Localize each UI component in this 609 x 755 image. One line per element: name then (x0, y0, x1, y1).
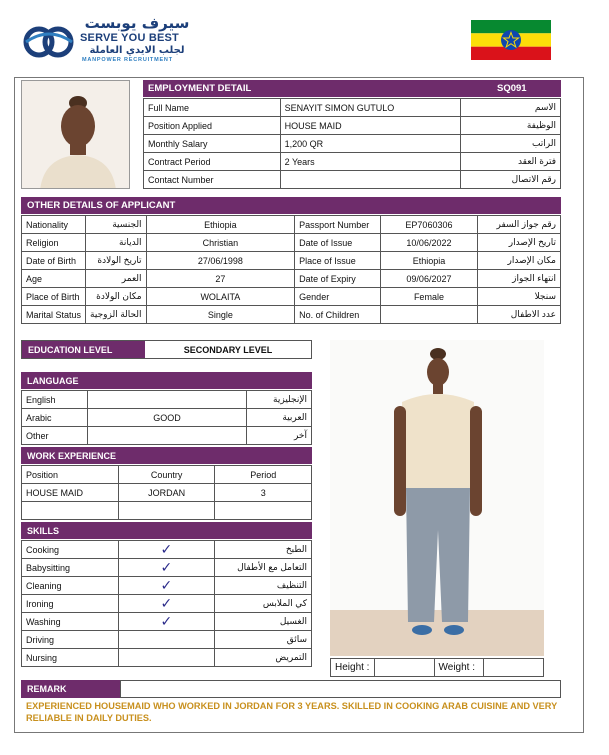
skills-table (21, 540, 312, 667)
field-label-arabic: الاسم (461, 99, 561, 117)
skill-name: Nursing (22, 649, 119, 667)
remark-header (21, 680, 120, 698)
detail-label: Age (22, 270, 86, 288)
skill-name-arabic: الطبخ (215, 541, 312, 559)
field-label: Position Applied (144, 117, 281, 135)
skill-name-arabic: الغسيل (215, 613, 312, 631)
employment-row (144, 117, 561, 135)
skill-row (22, 613, 312, 631)
field-label-arabic: رقم الاتصال (461, 171, 561, 189)
language-name: English (22, 391, 88, 409)
skill-check-icon: ✓ (118, 595, 214, 613)
detail-label: Religion (22, 234, 86, 252)
field-label: Full Name (144, 99, 281, 117)
field-label-arabic: الوظيفة (461, 117, 561, 135)
detail-label-arabic: سنجلا (478, 288, 561, 306)
detail-value: 27 (146, 270, 295, 288)
detail-row (22, 288, 561, 306)
detail-value: Ethiopia (146, 216, 295, 234)
work-column-header: Position (22, 466, 119, 484)
work-cell: JORDAN (118, 484, 215, 502)
skill-name-arabic: التنظيف (215, 577, 312, 595)
skill-check-icon (118, 649, 214, 667)
language-name-arabic: العربية (247, 409, 312, 427)
education-row (21, 340, 312, 359)
detail-label-arabic: تاريخ الإصدار (478, 234, 561, 252)
language-table (21, 390, 312, 445)
height-value[interactable] (374, 659, 434, 677)
field-value (280, 171, 461, 189)
applicant-portrait (21, 80, 130, 189)
skill-row (22, 649, 312, 667)
skill-name: Driving (22, 631, 119, 649)
other-details-title: OTHER DETAILS OF APPLICANT (27, 200, 176, 211)
skill-name: Cleaning (22, 577, 119, 595)
language-level (87, 427, 246, 445)
logo-tagline: MANPOWER RECRUITMENT (82, 57, 173, 63)
detail-label-arabic: عدد الاطفال (478, 306, 561, 324)
work-cell (215, 502, 312, 520)
detail-label: No. of Children (295, 306, 380, 324)
detail-row (22, 216, 561, 234)
detail-label: Gender (295, 288, 380, 306)
work-cell (118, 502, 215, 520)
detail-label-arabic: مكان الإصدار (478, 252, 561, 270)
language-name-arabic: آخر (247, 427, 312, 445)
weight-value[interactable] (484, 659, 544, 677)
detail-row (22, 252, 561, 270)
field-value: HOUSE MAID (280, 117, 461, 135)
work-cell: 3 (215, 484, 312, 502)
field-label-arabic: فترة العقد (461, 153, 561, 171)
applicant-full-photo (330, 340, 544, 656)
ethiopia-flag-icon (471, 20, 551, 60)
skill-check-icon: ✓ (118, 559, 214, 577)
language-name-arabic: الإنجليزية (247, 391, 312, 409)
detail-value: 09/06/2027 (380, 270, 478, 288)
logo-arabic: سيرف يوبست (84, 14, 190, 32)
detail-label-arabic: رقم جواز السفر (478, 216, 561, 234)
field-label: Contact Number (144, 171, 281, 189)
work-column-header: Country (118, 466, 215, 484)
field-value: SENAYIT SIMON GUTULO (280, 99, 461, 117)
work-experience-title: WORK EXPERIENCE (27, 451, 117, 461)
detail-value: WOLAITA (146, 288, 295, 306)
detail-label-arabic: الجنسية (86, 216, 147, 234)
height-label: Height : (331, 659, 375, 677)
logo-arabic-sub: لجلب الايدي العاملة (89, 45, 185, 56)
education-value: SECONDARY LEVEL (183, 345, 273, 355)
detail-value: 27/06/1998 (146, 252, 295, 270)
skill-row (22, 541, 312, 559)
detail-label-arabic: انتهاء الجواز (478, 270, 561, 288)
employment-table (143, 98, 561, 189)
skill-name: Washing (22, 613, 119, 631)
field-label-arabic: الراتب (461, 135, 561, 153)
employment-row (144, 171, 561, 189)
language-header (21, 372, 312, 389)
detail-label: Marital Status (22, 306, 86, 324)
detail-label-arabic: تاريخ الولادة (86, 252, 147, 270)
detail-label: Passport Number (295, 216, 380, 234)
skill-row (22, 559, 312, 577)
logo-emblem-icon (22, 20, 76, 64)
employment-row (144, 135, 561, 153)
detail-label-arabic: الحالة الزوجية (86, 306, 147, 324)
work-header-row (22, 466, 312, 484)
field-value: 1,200 QR (280, 135, 461, 153)
skill-row (22, 577, 312, 595)
detail-row (22, 270, 561, 288)
detail-label: Date of Expiry (295, 270, 380, 288)
employment-row (144, 153, 561, 171)
work-column-header: Period (215, 466, 312, 484)
language-row (22, 409, 312, 427)
work-row (22, 502, 312, 520)
language-level (87, 391, 246, 409)
detail-value: Single (146, 306, 295, 324)
work-row (22, 484, 312, 502)
detail-value (380, 306, 478, 324)
skill-name-arabic: كي الملابس (215, 595, 312, 613)
detail-label: Date of Birth (22, 252, 86, 270)
skill-row (22, 631, 312, 649)
skill-name-arabic: التعامل مع الأطفال (215, 559, 312, 577)
field-value: 2 Years (280, 153, 461, 171)
detail-label-arabic: الديانة (86, 234, 147, 252)
education-label: EDUCATION LEVEL (22, 341, 145, 358)
detail-value: Female (380, 288, 478, 306)
detail-label-arabic: العمر (86, 270, 147, 288)
work-experience-table (21, 465, 312, 520)
work-cell (22, 502, 119, 520)
field-label: Monthly Salary (144, 135, 281, 153)
skill-check-icon: ✓ (118, 613, 214, 631)
detail-label: Place of Issue (295, 252, 380, 270)
measurements-table (330, 658, 544, 677)
detail-label: Date of Issue (295, 234, 380, 252)
field-label: Contract Period (144, 153, 281, 171)
language-row (22, 391, 312, 409)
employment-header (143, 80, 561, 97)
reference-code: SQ091 (497, 83, 527, 94)
other-details-header (21, 197, 561, 214)
work-cell: HOUSE MAID (22, 484, 119, 502)
employment-title: EMPLOYMENT DETAIL (148, 83, 252, 94)
language-name: Other (22, 427, 88, 445)
detail-value: Christian (146, 234, 295, 252)
skill-name-arabic: التمريض (215, 649, 312, 667)
language-level: GOOD (87, 409, 246, 427)
employment-row (144, 99, 561, 117)
remark-title: REMARK (27, 684, 67, 694)
detail-value: Ethiopia (380, 252, 478, 270)
detail-row (22, 306, 561, 324)
skill-check-icon: ✓ (118, 541, 214, 559)
skill-check-icon (118, 631, 214, 649)
detail-label-arabic: مكان الولادة (86, 288, 147, 306)
skill-name: Cooking (22, 541, 119, 559)
detail-row (22, 234, 561, 252)
language-title: LANGUAGE (27, 376, 79, 386)
skill-name-arabic: سائق (215, 631, 312, 649)
detail-value: EP7060306 (380, 216, 478, 234)
other-details-table (21, 215, 561, 324)
detail-label: Nationality (22, 216, 86, 234)
skills-header (21, 522, 312, 539)
detail-value: 10/06/2022 (380, 234, 478, 252)
work-experience-header (21, 447, 312, 464)
skill-row (22, 595, 312, 613)
detail-label: Place of Birth (22, 288, 86, 306)
remark-header-line (120, 680, 561, 698)
skill-name: Babysitting (22, 559, 119, 577)
skill-check-icon: ✓ (118, 577, 214, 595)
logo-english: SERVE YOU BEST (80, 32, 179, 44)
company-logo (22, 14, 190, 68)
remark-text: EXPERIENCED HOUSEMAID WHO WORKED IN JORDAN FOR 3 YEARS. SKILLED IN COOKING ARAB CUISINE AND VERY RELIABLE IN DAILY DUTIES. (26, 701, 558, 723)
weight-label: Weight : (434, 659, 484, 677)
language-name: Arabic (22, 409, 88, 427)
skills-title: SKILLS (27, 526, 60, 536)
skill-name: Ironing (22, 595, 119, 613)
language-row (22, 427, 312, 445)
